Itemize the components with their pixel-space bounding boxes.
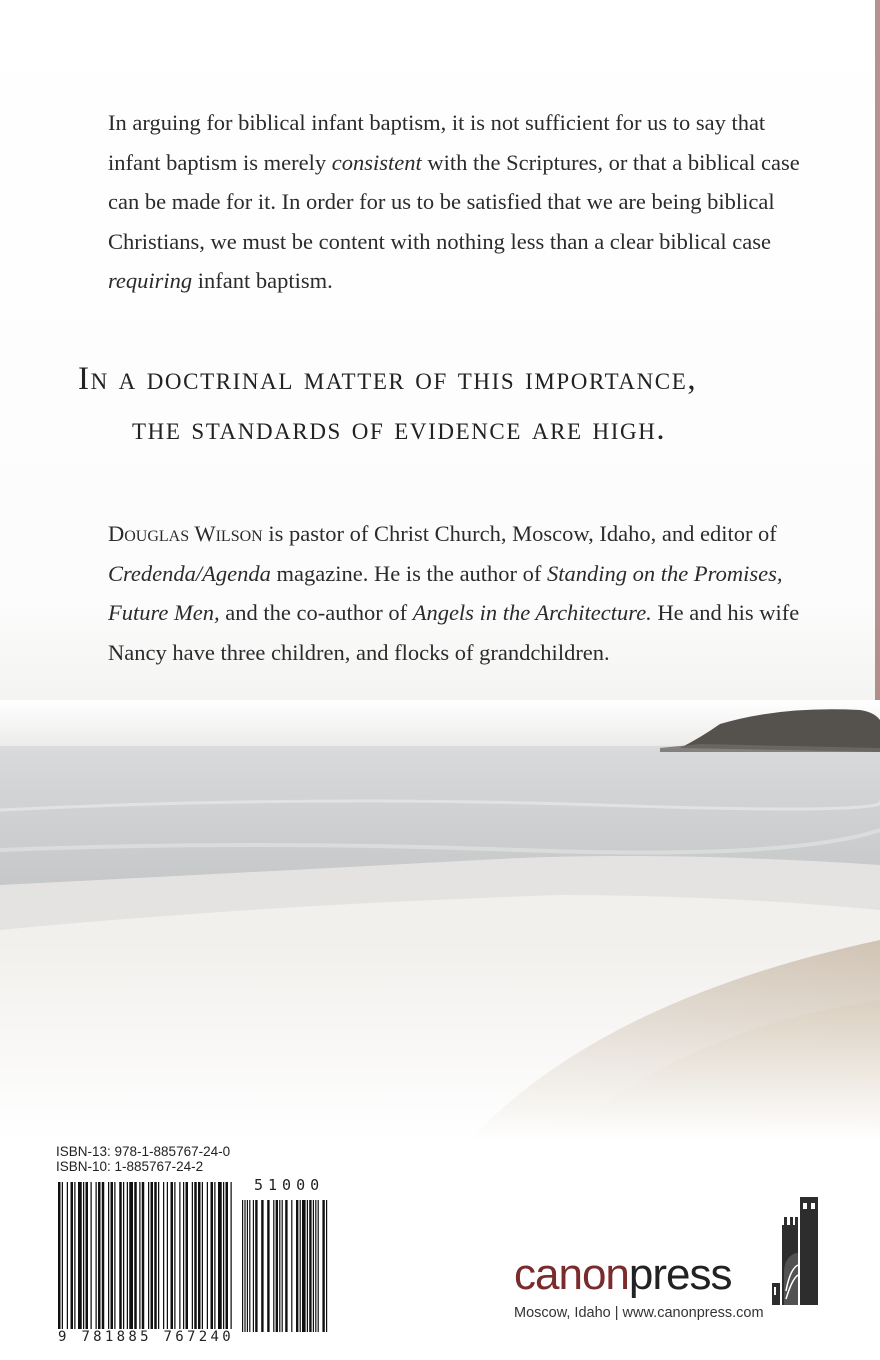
pull-quote — [0, 354, 880, 454]
publisher-logo — [508, 1195, 838, 1335]
bio-magazine-title: Credenda/Agenda — [108, 560, 271, 586]
bio-book-titles: Standing on the Promises, Future Men, — [108, 560, 783, 625]
isbn-barcode-block — [56, 1144, 336, 1356]
pull-quote-line-2: the standards of evidence are high. — [132, 411, 667, 447]
publisher-wordmark — [514, 1251, 731, 1299]
bio-text-3: and the co-author of — [219, 600, 413, 625]
publisher-location-website: Moscow, Idaho | www.canonpress.com — [514, 1305, 764, 1321]
wordmark-press: press — [628, 1250, 732, 1299]
bio-text-1: is pastor of Christ Church, Moscow, Idaho, and editor of — [262, 521, 777, 546]
blurb-emphasis-2: requiring — [108, 268, 193, 293]
barcode-digits: 9 781885 767240 — [58, 1329, 238, 1345]
bio-text-4: He and his wife Nancy have three children, and flocks of grandchildren. — [108, 600, 800, 665]
bio-text-2: magazine. He is the author of — [270, 560, 548, 586]
blurb-text-1: In arguing for biblical infant baptism, it is not sufficient for us to say that infant baptism is merely — [108, 110, 766, 175]
price-code: 51000 — [254, 1176, 325, 1194]
wordmark-canon: canon — [514, 1250, 629, 1299]
author-name: Douglas Wilson — [108, 521, 263, 546]
isbn-10: ISBN-10: 1-885767-24-2 — [56, 1159, 204, 1174]
blurb-text-2: with the Scriptures, or that a biblical case can be made for it. In order for us to be satisfied that we are being biblical Christians, we must be content with nothing less than a clear biblical case — [108, 149, 800, 254]
bio-coauthor-title: Angels in the Architecture. — [412, 600, 652, 625]
church-tower-icon — [772, 1195, 832, 1307]
blurb-emphasis-1: consistent — [331, 149, 422, 175]
beach-photo — [0, 700, 880, 1140]
blurb-text-3: infant baptism. — [192, 268, 333, 293]
barcode — [56, 1182, 336, 1344]
pull-quote-line-1: In a doctrinal matter of this importance, — [78, 361, 698, 397]
description-paragraph — [108, 103, 808, 301]
isbn-13: ISBN-13: 978-1-885767-24-0 — [56, 1144, 231, 1159]
author-bio — [108, 514, 808, 672]
